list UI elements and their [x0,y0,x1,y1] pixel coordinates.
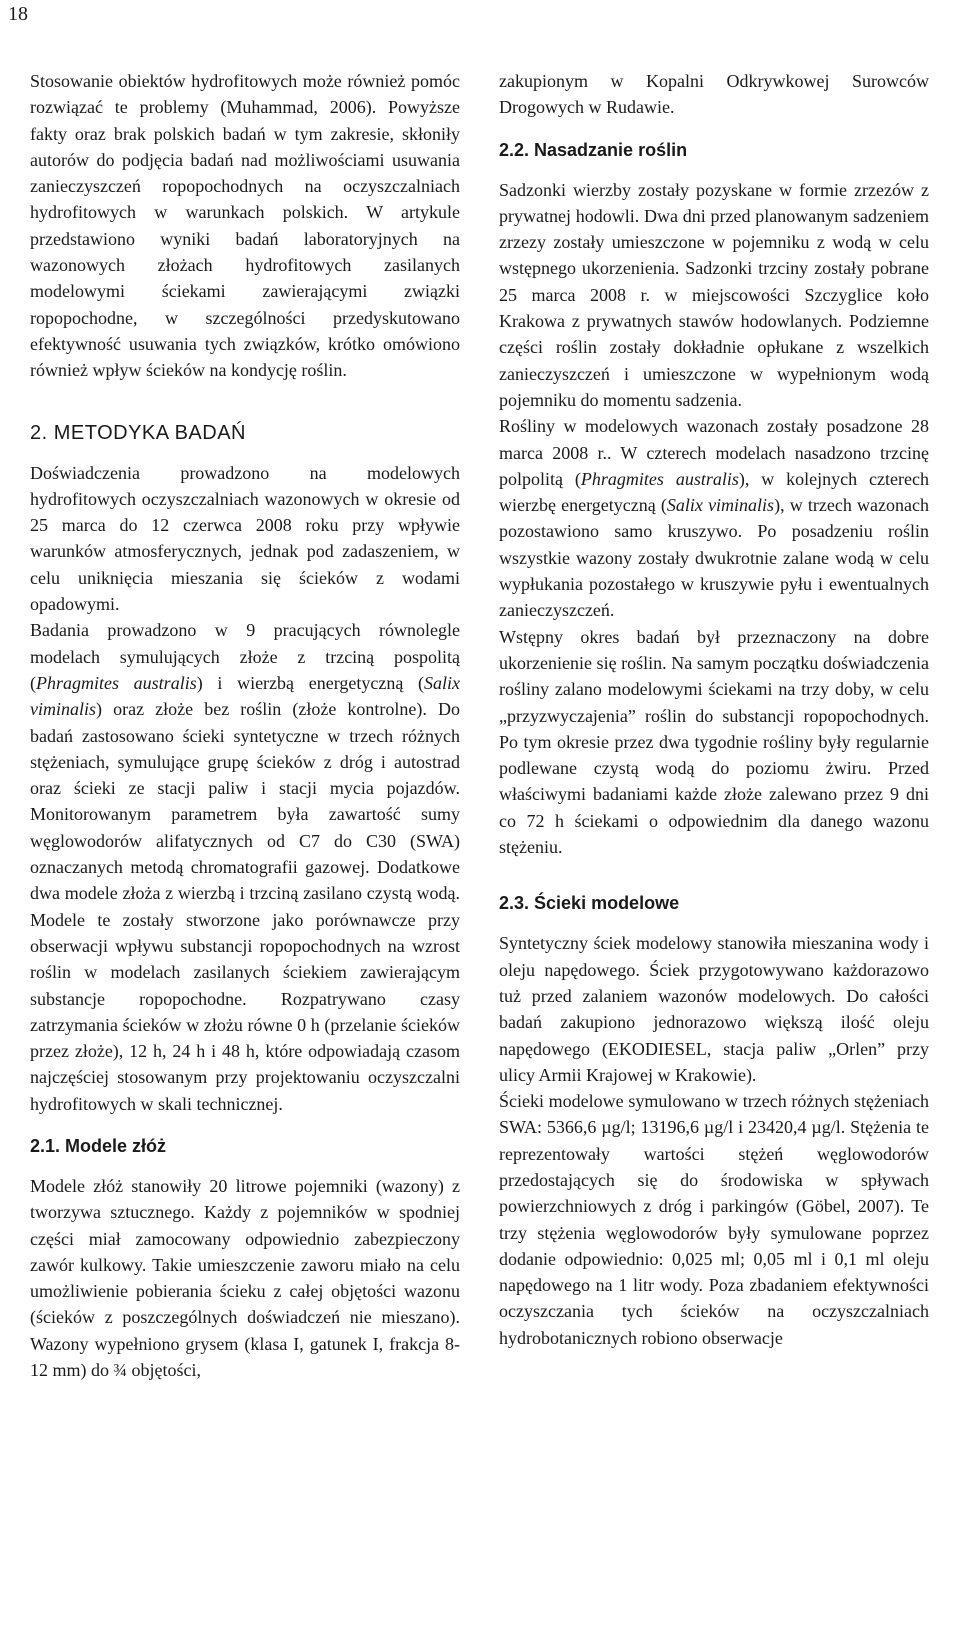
right-column [499,68,929,1351]
subsection-heading-models: 2.1. Modele złóż [30,1135,167,1156]
text-run: ), w trzech wazonach pozostawiono samo kruszywo. Po posadzeniu roślin wszystkie wazony zostały dwukrotnie zalane wodą w celu wypłukania pozostałego w kruszywie pyłu i ewentualnych zanieczyszczeń. [499,495,929,621]
spacer [30,384,460,406]
text-run: Stosowanie obiektów hydrofitowych może również pomóc rozwiązać te problemy (Muhammad, 2006). Powyższe fakty oraz brak polskich badań w tym zakresie, skłoniły autorów do podjęcia badań nad możliwościami usuwania zanieczyszczeń ropopochodnych na oczyszczalniach hydrofitowych w warunkach polskich. W artykule przedstawiono wyniki badań laboratoryjnych na wazonowych złożach hydrofitowych zasilanych modelowymi ściekami zawierającymi związki ropopochodne, w szczególności przedyskutowano efektywność usuwania tych związków, krótko omówiono również wpływ ścieków na kondycję roślin. [30,71,460,381]
paragraph-continuation: zakupionym w Kopalni Odkrywkowej Surowców Drogowych w Rudawie. [499,71,929,118]
italic-latin-name: Phragmites australis [36,672,197,693]
subsection-heading-planting: 2.2. Nasadzanie roślin [499,139,688,160]
paragraph-sewage-2: Ścieki modelowe symulowano w trzech różnych stężeniach SWA: 5366,6 µg/l; 13196,6 µg/l i 23420,4 µg/l. Stężenia te reprezentowały wartości stężeń węglowodorów przedostających się do środowiska w spływach powierzchniowych z dróg i parkingów (Göbel, 2007). Te trzy stężenia węglowodorów były symulowane poprzez dodanie odpowiednio: 0,025 ml; 0,05 ml i 0,1 ml oleju napędowego na 1 litr wody. Poza zbadaniem efektywności oczyszczania tych ścieków na oczyszczalniach hydrobotanicznych robiono obserwacje [499,1091,929,1348]
text-run: ), w kolejnych czterech wierzbę energetyczną ( [499,468,929,516]
page-number: 18 [8,3,28,25]
text-run: ) oraz złoże bez roślin (złoże kontrolne). Do badań zastosowano ścieki syntetyczne w trzech różnych stężeniach, symulujące grupę ścieków z dróg i autostrad oraz ścieki ze stacji paliw i stacji mycia pojazdów. Monitorowanym parametrem była zawartość sumy węglowodorów alifatycznych od C7 do C30 (SWA) oznaczanych metodą chromatografii gazowej. Dodatkowe dwa modele złoża z wierzbą i trzciną zasilano czystą wodą. Modele te zostały stworzone jako porównawcze przy obserwacji wpływu substancji ropopochodnych na wzrost roślin w modelach zasilanych ściekiem zawierającym substancje ropopochodne. Rozpatrywano czasy zatrzymania ścieków w złożu równe 0 h (przelanie ścieków przez złoże), 12 h, 24 h i 48 h, które odpowiadają czasom najczęściej stosowanym przy projektowaniu oczyszczalni hydrofitowych w skali technicznej. [30,699,460,1114]
text-run: Rośliny w modelowych wazonach zostały posadzone 28 marca 2008 r.. W czterech modelach nasadzono trzcinę polpolitą ( [499,416,929,489]
paragraph-models: Modele złóż stanowiły 20 litrowe pojemniki (wazony) z tworzywa sztucznego. Każdy z pojemników w spodniej części miał zamocowany odpowiednio zabezpieczony zawór kulkowy. Takie umieszczenie zaworu miało na celu umożliwienie pobierania ścieku z całej objętości wazonu (ścieków z poszczególnych doświadczeń nie mieszano). Wazony wypełniono grysem (klasa I, gatunek I, frakcja 8-12 mm) do ¾ objętości, [30,1175,460,1381]
italic-latin-name: Salix viminalis [30,672,460,720]
italic-latin-name: Salix viminalis [666,495,775,516]
section-heading-methodology: 2. METODYKA BADAŃ [30,421,246,444]
subsection-heading-model-sewage: 2.3. Ścieki modelowe [499,893,680,914]
text-run: ) i wierzbą energetyczną ( [196,672,424,693]
paragraph-planting-3: Wstępny okres badań był przeznaczony na dobre ukorzenienie się roślin. Na samym początku doświadczenia rośliny zalano modelowymi ściekami na trzy doby, w celu „przyzwyczajenia” roślin do substancji ropopochodnych. Po tym okresie przez dwa tygodnie rośliny były regularnie podlewane czystą wodą do poziomu żwiru. Przed właściwymi badaniami każde złoże zalewano przez 9 dni co 72 h ściekami o odpowiednim dla danego wazonu stężeniu. [499,626,929,858]
paragraph-sewage-1: Syntetyczny ściek modelowy stanowiła mieszanina wody i oleju napędowego. Ściek przygotowywano każdorazowo tuż przed zalaniem wazonów modelowych. Do całości badań zakupiono jednorazowo większą ilość oleju napędowego (EKODIESEL, stacja paliw „Orlen” przy ulicy Armii Krajowej w Krakowie). [499,933,929,1085]
paragraph-intro [30,68,460,384]
paragraph-planting-2 [499,413,929,623]
paragraph-planting-1: Sadzonki wierzby zostały pozyskane w formie zrzezów z prywatnej hodowli. Dwa dni przed planowanym sadzeniem zrzezy zostały umieszczone w pojemniku z wodą w celu wstępnego ukorzenienia. Sadzonki trzciny zostały pobrane 25 marca 2008 r. w miejscowości Szczyglice koło Krakowa z prywatnych stawów hodowlanych. Podziemne części roślin zostały dokładnie opłukane z wszelkich zanieczyszczeń i umieszczone w wypełnionym wodą pojemniku do momentu sadzenia. [499,179,929,410]
italic-latin-name: Phragmites australis [580,468,739,489]
left-column [30,68,460,1383]
paragraph-method-1: Doświadczenia prowadzono na modelowych hydrofitowych oczyszczalniach wazonowych w okresie od 25 marca do 12 czerwca 2008 roku przy wpływie warunków atmosferycznych, jednak pod zadaszeniem, w celu uniknięcia mieszania się ścieków z wodami opadowymi. [30,462,460,615]
text-run: Badania prowadzono w 9 pracujących równolegle modelach symulujących złoże z trzciną pospolitą ( [30,620,460,693]
paragraph-method-2 [30,617,460,1117]
